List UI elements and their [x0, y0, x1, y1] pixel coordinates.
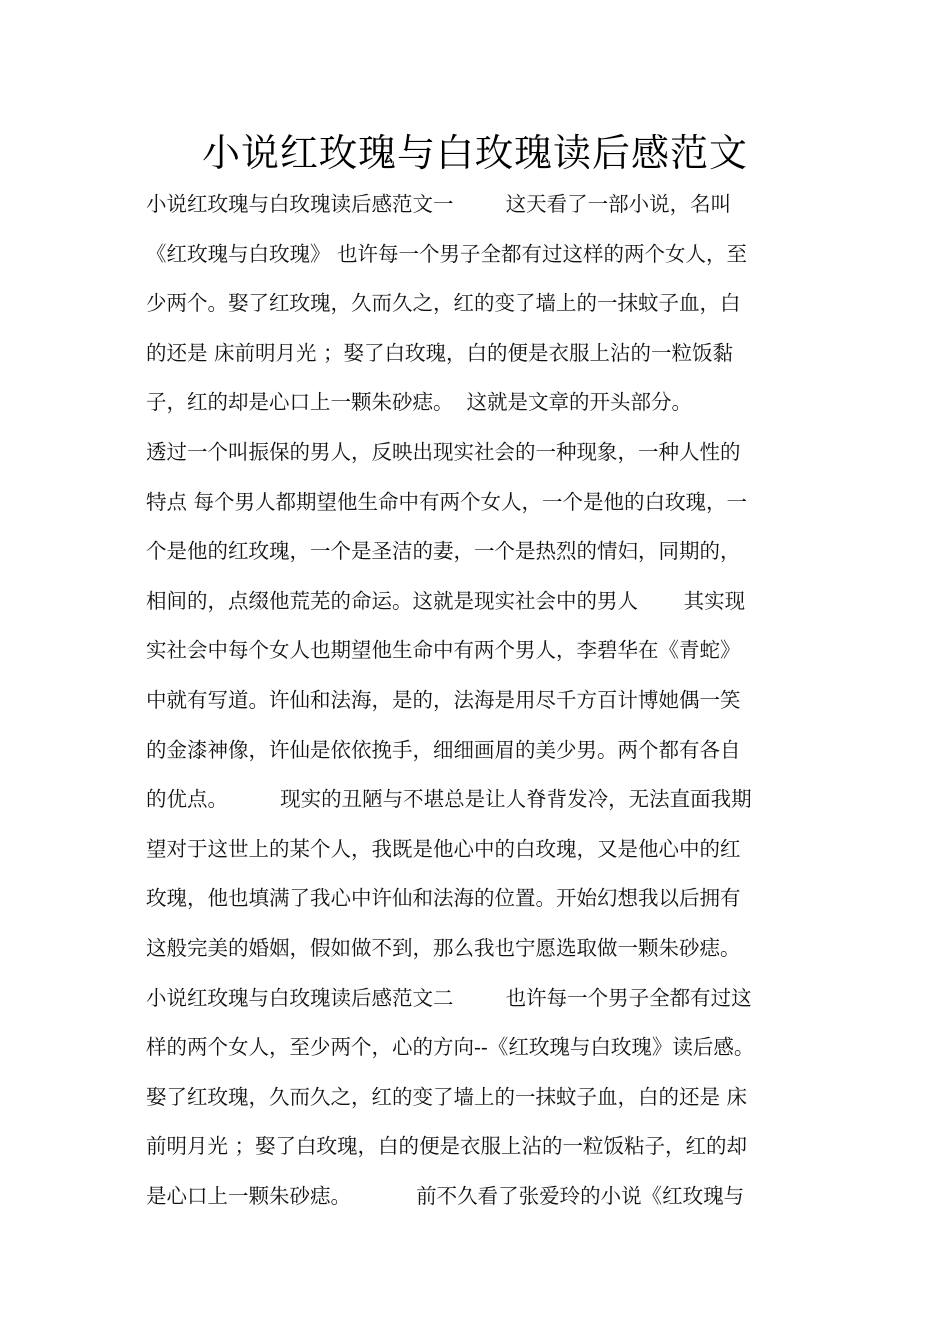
body-line: 样的两个女人，至少两个，心的方向--《红玫瑰与白玫瑰》读后感。: [146, 1035, 755, 1060]
body-line: 前明月光 ；娶了白玫瑰，白的便是衣服上沾的一粒饭粘子，红的却: [146, 1134, 748, 1159]
body-line: 个是他的红玫瑰，一个是圣洁的妻，一个是热烈的情妇，同期的，: [146, 539, 741, 564]
body-line: 少两个。娶了红玫瑰，久而久之，红的变了墙上的一抹蚊子血，白: [146, 291, 741, 316]
body-line: 望对于这世上的某个人，我既是他心中的白玫瑰，又是他心中的红: [146, 836, 741, 861]
body-line: 玫瑰，他也填满了我心中许仙和法海的位置。开始幻想我以后拥有: [146, 886, 741, 911]
body-line: 子，红的却是心口上一颗朱砂痣。 这就是文章的开头部分。: [146, 390, 693, 415]
body-line: 特点 每个男人都期望他生命中有两个女人，一个是他的白玫瑰，一: [146, 489, 748, 514]
body-line: 娶了红玫瑰，久而久之，红的变了墙上的一抹蚊子血，白的还是 床: [146, 1084, 748, 1109]
document-title: 小说红玫瑰与白玫瑰读后感范文: [201, 131, 748, 175]
body-line: 这般完美的婚姻，假如做不到，那么我也宁愿选取做一颗朱砂痣。: [146, 935, 741, 960]
document-body: [146, 180, 836, 1221]
body-line: 的优点。 现实的丑陋与不堪总是让人脊背发冷，无法直面我期: [146, 787, 752, 812]
body-line: 小说红玫瑰与白玫瑰读后感范文二 也许每一个男子全都有过这: [146, 985, 752, 1010]
body-line: 的还是 床前明月光 ；娶了白玫瑰，白的便是衣服上沾的一粒饭黏: [146, 340, 734, 365]
body-line: 中就有写道。许仙和法海，是的，法海是用尽千方百计博她偶一笑: [146, 687, 741, 712]
body-line: 的金漆神像，许仙是依依挽手，细细画眉的美少男。两个都有各自: [146, 737, 741, 762]
body-line: 小说红玫瑰与白玫瑰读后感范文一 这天看了一部小说，名叫: [146, 192, 732, 216]
body-line: 实社会中每个女人也期望他生命中有两个男人，李碧华在《青蛇》: [146, 638, 741, 663]
body-line: 《红玫瑰与白玫瑰》 也许每一个男子全都有过这样的两个女人，至: [146, 241, 748, 266]
body-line: 透过一个叫振保的男人，反映出现实社会的一种现象，一种人性的: [146, 439, 741, 464]
body-line: 是心口上一颗朱砂痣。 前不久看了张爱玲的小说《红玫瑰与: [146, 1183, 745, 1208]
body-line: 相间的，点缀他荒芜的命运。这就是现实社会中的男人 其实现: [146, 588, 746, 613]
